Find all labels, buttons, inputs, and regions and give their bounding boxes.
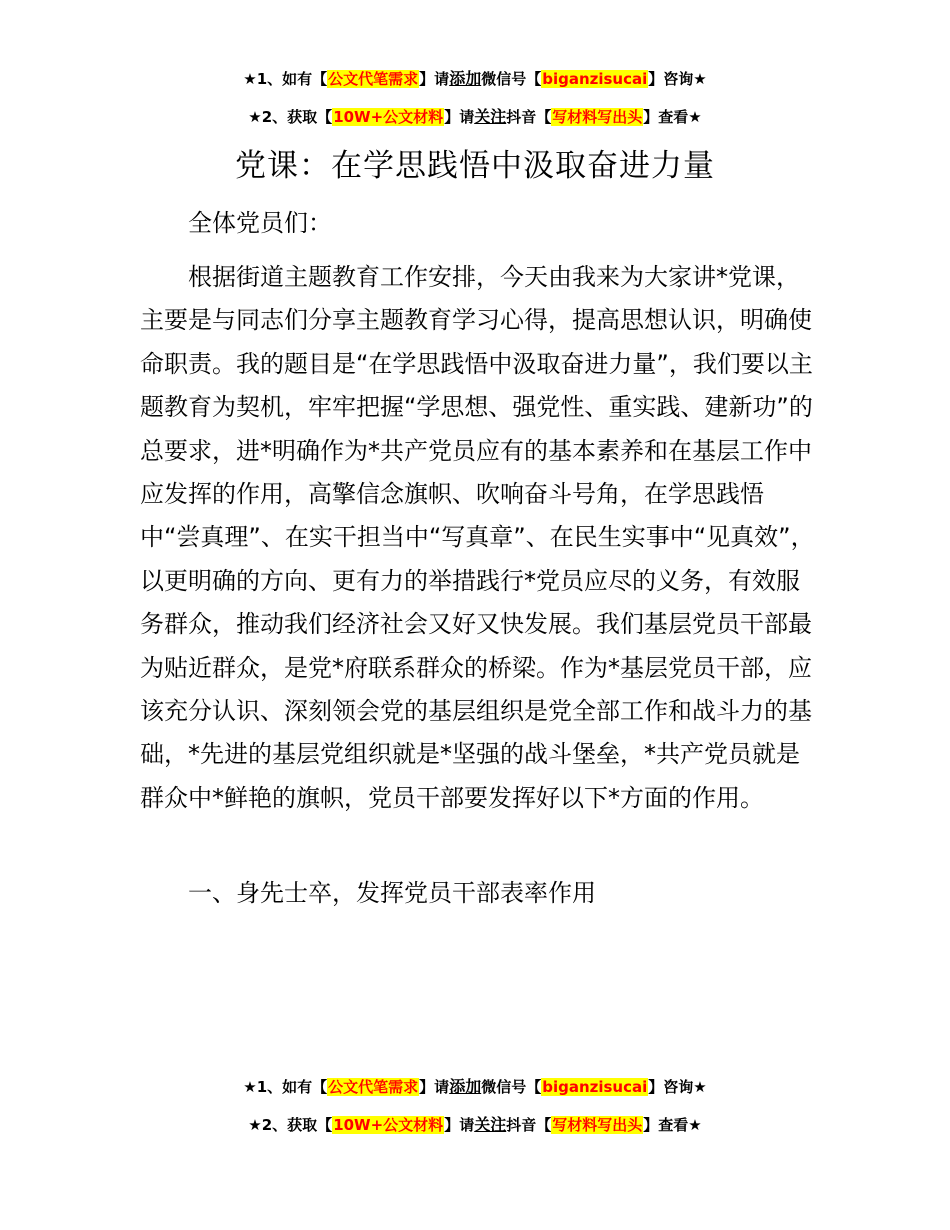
emphasis-add: 添加: [449, 1077, 482, 1096]
highlight-materials: 10W+公文材料: [333, 1116, 444, 1134]
highlight-materials: 10W+公文材料: [333, 108, 444, 126]
salutation: 全体党员们：: [188, 209, 332, 237]
header-promo-line-1: ★1、如有【公文代笔需求】请添加微信号【biganzisucai】咨询★: [243, 69, 707, 88]
body-paragraph: 根据街道主题教育工作安排，今天由我来为大家讲*党课，主要是与同志们分享主题教育学习心得，提高思想认识，明确使命职责。我的题目是“在学思践悟中汲取奋进力量”，我们要以主题教育为契机，牢牢把握“学思想、强党性、重实践、建新功”的总要求，进*明确作为*共产党员应有的基本素养和在基层工作中应发挥的作用，高擎信念旗帜、吹响奋斗号角，在学思践悟中“尝真理”、在实干担当中“写真章”、在民生实事中“见真效”，以更明确的方向、更有力的举措践行*党员应尽的义务，有效服务群众，推动我们经济社会又好又快发展。我们基层党员干部最为贴近群众，是党*府联系群众的桥梁。作为*基层党员干部，应该充分认识、深刻领会党的基层组织是党全部工作和战斗力的基础，*先进的基层党组织就是*坚强的战斗堡垒，*共产党员就是群众中*鲜艳的旗帜，党员干部要发挥好以下*方面的作用。: [140, 263, 815, 812]
star-icon: ★: [243, 1078, 257, 1096]
star-icon: ★: [248, 108, 262, 126]
highlight-douyin-account: 写材料写出头: [552, 1116, 643, 1134]
header-promo-line-2: ★2、获取【10W+公文材料】请关注抖音【写材料写出头】查看★: [248, 107, 702, 126]
highlight-douyin-account: 写材料写出头: [552, 108, 643, 126]
document-title: 党课：在学思践悟中汲取奋进力量: [235, 148, 715, 184]
star-icon: ★: [243, 70, 257, 88]
highlight-wechat-id: biganzisucai: [542, 70, 648, 88]
highlight-service: 公文代笔需求: [328, 70, 419, 88]
emphasis-add: 添加: [449, 69, 482, 88]
highlight-service: 公文代笔需求: [328, 1078, 419, 1096]
highlight-wechat-id: biganzisucai: [542, 1078, 648, 1096]
emphasis-follow: 关注: [474, 107, 507, 126]
section-heading: 一、身先士卒，发挥党员干部表率作用: [188, 879, 596, 907]
emphasis-follow: 关注: [474, 1115, 507, 1134]
star-icon: ★: [248, 1116, 262, 1134]
footer-promo-line-1: ★1、如有【公文代笔需求】请添加微信号【biganzisucai】咨询★: [243, 1077, 707, 1096]
footer-promo-line-2: ★2、获取【10W+公文材料】请关注抖音【写材料写出头】查看★: [248, 1115, 702, 1134]
